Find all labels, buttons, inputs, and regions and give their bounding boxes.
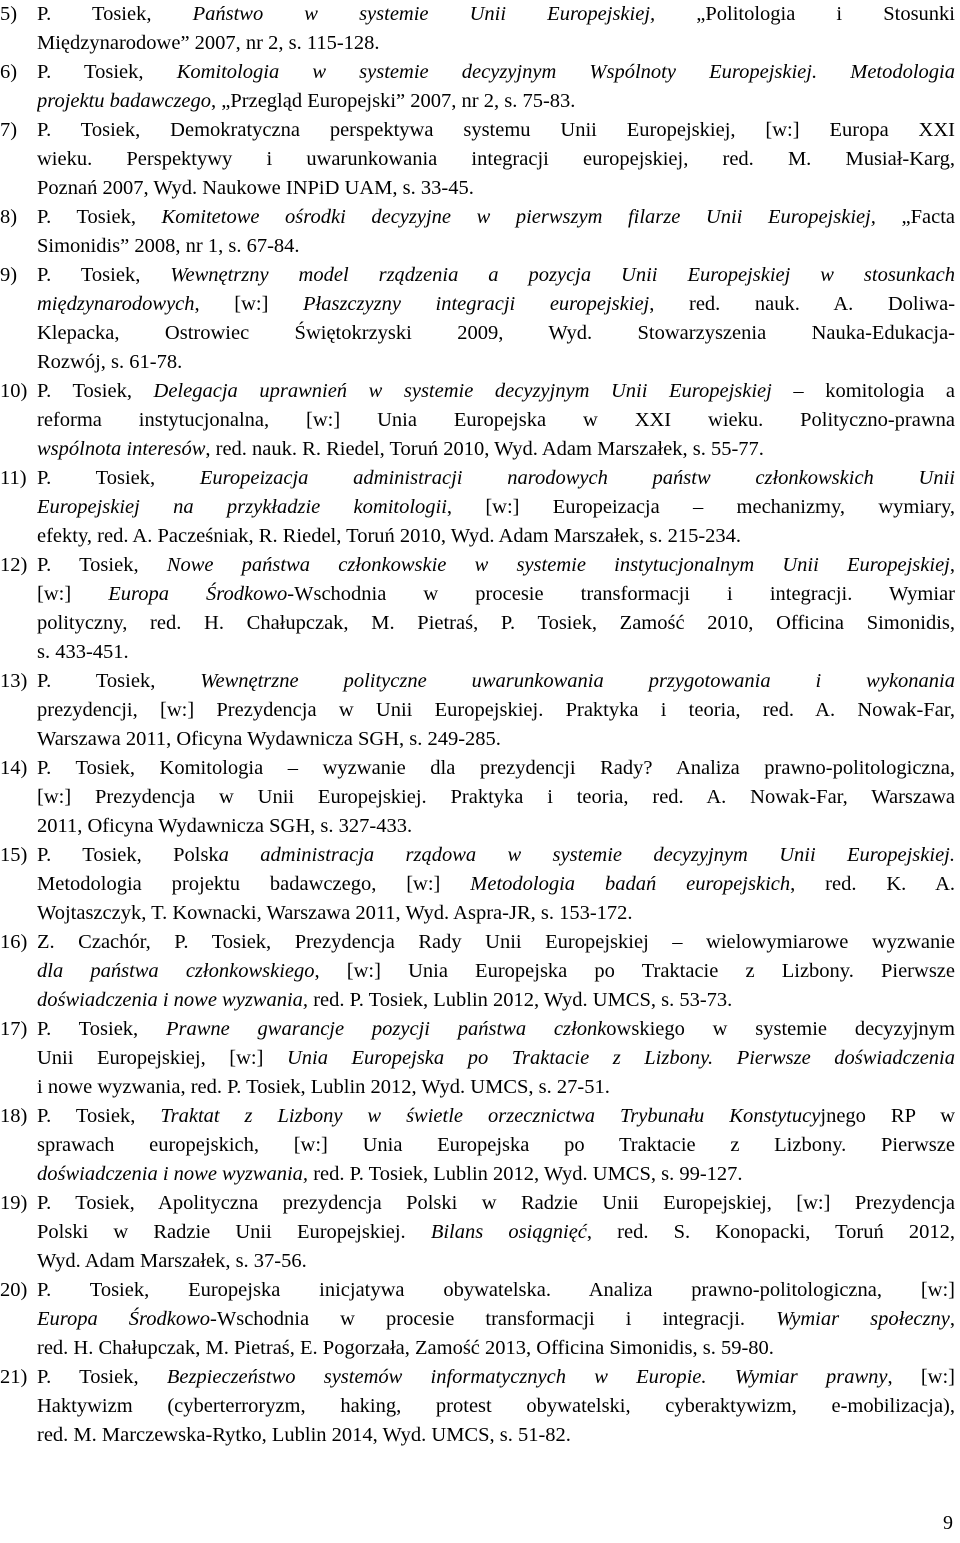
entry-text	[37, 116, 955, 203]
entry-line	[37, 435, 955, 464]
entry-number: 21)	[0, 1366, 28, 1388]
citation-text: , red. K. A.	[790, 873, 955, 895]
entry-line	[37, 928, 955, 957]
citation-text: Wyd. Adam Marszałek, s. 37-56.	[37, 1250, 307, 1272]
bibliography-entry	[0, 1189, 960, 1276]
entry-text	[37, 464, 955, 551]
citation-text: Wojtaszczyk, T. Kownacki, Warszawa 2011, Wyd. Aspra-JR, s. 153-172.	[37, 902, 633, 924]
citation-text: , red. S. Konopacki, Toruń 2012,	[586, 1221, 955, 1243]
citation-text: Haktywizm (cyberterroryzm, haking, protest obywatelski, cyberaktywizm, e-mobilizacja),	[37, 1395, 955, 1417]
entry-line	[37, 1044, 955, 1073]
bibliography-entry	[0, 464, 960, 551]
entry-line	[37, 1247, 955, 1276]
italic-title-text: projektu badawczego	[37, 90, 212, 112]
bibliography-entry	[0, 116, 960, 203]
citation-text: [w:] Prezydencja w Unii Europejskiej. Praktyka i teoria, red. A. Nowak-Far, Warszawa	[37, 786, 955, 808]
entry-line	[37, 464, 955, 493]
entry-number: 5)	[0, 3, 18, 25]
citation-text: P. Tosiek, Europejska inicjatywa obywatelska. Analiza prawno-politologiczna, [w:]	[37, 1279, 955, 1301]
bibliography-entry	[0, 928, 960, 1015]
bibliography-entry	[0, 667, 960, 754]
entry-text	[37, 203, 955, 261]
entry-line	[37, 638, 955, 667]
entry-text	[37, 841, 955, 928]
entry-text	[37, 1102, 955, 1189]
citation-text: Klepacka, Ostrowiec Świętokrzyski 2009, Wyd. Stowarzyszenia Nauka-Edukacja-	[37, 322, 955, 344]
citation-text: , [w:]	[194, 293, 303, 315]
entry-number: 6)	[0, 61, 18, 83]
entry-line	[37, 0, 955, 29]
citation-text: „Facta	[875, 206, 955, 228]
italic-title-text: doświadczenia i nowe wyzwania,	[37, 1163, 309, 1185]
entry-number: 18)	[0, 1105, 28, 1127]
entry-number: 17)	[0, 1018, 28, 1040]
entry-number: 14)	[0, 757, 28, 779]
entry-line	[37, 870, 955, 899]
entry-text	[37, 667, 955, 754]
citation-text: Z. Czachór, P. Tosiek, Prezydencja Rady Unii Europejskiej – wielowymiarowe wyzwanie	[37, 931, 955, 953]
citation-text: 2011, Oficyna Wydawnicza SGH, s. 327-433.	[37, 815, 413, 837]
citation-text: prezydencji, [w:] Prezydencja w Unii Europejskiej. Praktyka i teoria, red. A. Nowak-Far,	[37, 699, 955, 721]
citation-text: red. P. Tosiek, Lublin 2012, Wyd. UMCS, s. 53-73.	[308, 989, 733, 1011]
entry-line	[37, 986, 955, 1015]
italic-title-text: Komitologia w systemie decyzyjnym Wspólnoty Europejskiej. Metodologia	[176, 61, 955, 83]
entry-line	[37, 87, 955, 116]
citation-text: P. Tosiek, Komitologia – wyzwanie dla prezydencji Rady? Analiza prawno-politologiczna,	[37, 757, 955, 779]
citation-text: , red. nauk. A. Doliwa-	[649, 293, 955, 315]
entry-number: 10)	[0, 380, 28, 402]
citation-text: red. P. Tosiek, Lublin 2012, Wyd. UMCS, s. 99-127.	[308, 1163, 743, 1185]
entry-line	[37, 1305, 955, 1334]
citation-text: P. Tosiek,	[37, 61, 177, 83]
citation-text: Polski w Radzie Unii Europejskiej.	[37, 1221, 431, 1243]
entry-number: 7)	[0, 119, 18, 141]
citation-text: P. Tosiek,	[37, 670, 201, 692]
italic-title-text: Europa Środkowo	[37, 1308, 211, 1330]
citation-text: wieku. Perspektywy i uwarunkowania integracji europejskiej, red. M. Musiał-Karg,	[37, 148, 955, 170]
entry-line	[37, 783, 955, 812]
entry-number: 15)	[0, 844, 28, 866]
bibliography-entry	[0, 1102, 960, 1189]
bibliography-entry	[0, 1015, 960, 1102]
citation-text: , [w:] Unia Europejska po Traktacie z Lizbony. Pierwsze	[314, 960, 955, 982]
entry-line	[37, 609, 955, 638]
entry-number: 20)	[0, 1279, 28, 1301]
citation-text: ,	[949, 554, 955, 576]
italic-title-text: Płaszczyzny integracji europejskiej	[303, 293, 650, 315]
entry-line	[37, 261, 955, 290]
italic-title-text: międzynarodowych	[37, 293, 195, 315]
citation-text: P. Tosiek,	[37, 1366, 167, 1388]
entry-line	[37, 116, 955, 145]
bibliography-entry	[0, 58, 960, 116]
entry-line	[37, 1189, 955, 1218]
entry-text	[37, 58, 955, 116]
entry-text	[37, 1189, 955, 1276]
entry-text	[37, 1363, 955, 1450]
bibliography-entry	[0, 377, 960, 464]
entry-number: 13)	[0, 670, 28, 692]
italic-title-text: doświadczenia i nowe wyzwania,	[37, 989, 309, 1011]
entry-line	[37, 377, 955, 406]
entry-number: 11)	[0, 467, 27, 489]
italic-title-text: Europejskiej na przykładzie komitologii	[37, 496, 447, 518]
entry-text	[37, 1015, 955, 1102]
entry-text	[37, 551, 955, 667]
citation-text: P. Tosiek, Apolityczna prezydencja Polski w Radzie Unii Europejskiej, [w:] Prezydencja	[37, 1192, 955, 1214]
entry-line	[37, 1102, 955, 1131]
citation-text: „Politologia i Stosunki	[655, 3, 955, 25]
bibliography-entry	[0, 841, 960, 928]
entry-text	[37, 1276, 955, 1363]
italic-title-text: Delegacja uprawnień w systemie decyzyjnym Unii Europejskiej	[153, 380, 772, 402]
entry-line	[37, 1334, 955, 1363]
entry-line	[37, 406, 955, 435]
entry-line	[37, 957, 955, 986]
italic-title-text: Państwo w systemie Unii Europejskiej,	[192, 3, 656, 25]
italic-title-text: Bezpieczeństwo systemów informatycznych w Europie. Wymiar prawny	[166, 1366, 888, 1388]
italic-title-text: wspólnota interesów	[37, 438, 206, 460]
entry-line	[37, 841, 955, 870]
entry-line	[37, 1392, 955, 1421]
citation-text: Metodologia projektu badawczego, [w:]	[37, 873, 471, 895]
italic-title-text: a administracja rządowa w systemie decyzyjnym Unii Europejskiej.	[218, 844, 955, 866]
entry-line	[37, 319, 955, 348]
entry-line	[37, 754, 955, 783]
citation-text: -Wschodnia w procesie transformacji i integracji. Wymiar	[287, 583, 955, 605]
citation-text: -Wschodnia w procesie transformacji i integracji.	[210, 1308, 777, 1330]
entry-line	[37, 348, 955, 377]
entry-line	[37, 812, 955, 841]
entry-line	[37, 1131, 955, 1160]
italic-title-text: Metodologia badań europejskich	[470, 873, 791, 895]
citation-text: Unii Europejskiej, [w:]	[37, 1047, 287, 1069]
citation-text: , red. nauk. R. Riedel, Toruń 2010, Wyd. Adam Marszałek, s. 55-77.	[205, 438, 764, 460]
bibliography-entry	[0, 261, 960, 377]
citation-text: red. M. Marczewska-Rytko, Lublin 2014, Wyd. UMCS, s. 51-82.	[37, 1424, 571, 1446]
entry-number: 9)	[0, 264, 18, 286]
entry-line	[37, 1363, 955, 1392]
citation-text: owskiego w systemie decyzyjnym	[606, 1018, 955, 1040]
citation-text: , „Przegląd Europejski” 2007, nr 2, s. 75-83.	[211, 90, 576, 112]
entry-line	[37, 232, 955, 261]
entry-line	[37, 290, 955, 319]
citation-text: sprawach europejskich, [w:] Unia Europejska po Traktacie z Lizbony. Pierwsze	[37, 1134, 955, 1156]
entry-text	[37, 261, 955, 377]
entry-line	[37, 174, 955, 203]
citation-text: efekty, red. A. Pacześniak, R. Riedel, Toruń 2010, Wyd. Adam Marszałek, s. 215-234.	[37, 525, 742, 547]
citation-text: Rozwój, s. 61-78.	[37, 351, 183, 373]
entry-text	[37, 0, 955, 58]
citation-text: Międzynarodowe” 2007, nr 2, s. 115-128.	[37, 32, 380, 54]
citation-text: P. Tosiek,	[37, 467, 200, 489]
citation-text: i nowe wyzwania, red. P. Tosiek, Lublin 2012, Wyd. UMCS, s. 27-51.	[37, 1076, 610, 1098]
entry-line	[37, 493, 955, 522]
citation-text: P. Tosiek,	[37, 1018, 166, 1040]
italic-title-text: Prawne gwarancje pozycji państwa członk	[165, 1018, 607, 1040]
entry-line	[37, 1218, 955, 1247]
entry-line	[37, 1160, 955, 1189]
italic-title-text: Unia Europejska po Traktacie z Lizbony. Pierwsze doświadczenia	[286, 1047, 955, 1069]
entry-line	[37, 145, 955, 174]
citation-text: reforma instytucjonalna, [w:] Unia Europejska w XXI wieku. Polityczno-prawna	[37, 409, 955, 431]
entry-line	[37, 899, 955, 928]
entry-line	[37, 522, 955, 551]
citation-text: red. H. Chałupczak, M. Pietraś, E. Pogorzała, Zamość 2013, Officina Simonidis, s. 59-80.	[37, 1337, 774, 1359]
bibliography-entry	[0, 0, 960, 58]
citation-text: s. 433-451.	[37, 641, 129, 663]
entry-number: 16)	[0, 931, 28, 953]
citation-text: polityczny, red. H. Chałupczak, M. Pietraś, P. Tosiek, Zamość 2010, Officina Simonidis,	[37, 612, 955, 634]
entry-line	[37, 29, 955, 58]
citation-text: P. Tosiek, Demokratyczna perspektywa systemu Unii Europejskiej, [w:] Europa XXI	[37, 119, 955, 141]
entry-line	[37, 1015, 955, 1044]
citation-text: – komitologia a	[771, 380, 955, 402]
page-number: 9	[943, 1512, 953, 1534]
citation-text: P. Tosiek,	[37, 380, 154, 402]
entry-text	[37, 928, 955, 1015]
bibliography-entry	[0, 203, 960, 261]
italic-title-text: dla państwa członkowskiego	[37, 960, 315, 982]
entry-line	[37, 696, 955, 725]
entry-text	[37, 377, 955, 464]
entry-line	[37, 1276, 955, 1305]
citation-text: Simonidis” 2008, nr 1, s. 67-84.	[37, 235, 300, 257]
italic-title-text: Bilans osiągnięć	[430, 1221, 587, 1243]
citation-text: P. Tosiek,	[37, 3, 193, 25]
citation-text: [w:]	[37, 583, 109, 605]
italic-title-text: Europeizacja administracji narodowych państw członkowskich Unii	[199, 467, 955, 489]
bibliography-entry	[0, 1363, 960, 1450]
bibliography-entry	[0, 754, 960, 841]
entry-number: 12)	[0, 554, 28, 576]
entry-line	[37, 1073, 955, 1102]
entry-line	[37, 551, 955, 580]
italic-title-text: Komitetowe ośrodki decyzyjne w pierwszym filarze Unii Europejskiej,	[161, 206, 876, 228]
bibliography-entry	[0, 1276, 960, 1363]
italic-title-text: Nowe państwa członkowskie w systemie instytucjonalnym Unii Europejskiej	[166, 554, 950, 576]
entry-text	[37, 754, 955, 841]
citation-text: P. Tosiek, Polsk	[37, 844, 219, 866]
italic-title-text: Wewnętrzne polityczne uwarunkowania przygotowania i wykonania	[200, 670, 955, 692]
bibliography-entry	[0, 551, 960, 667]
entry-line	[37, 725, 955, 754]
entry-line	[37, 667, 955, 696]
italic-title-text: Wewnętrzny model rządzenia a pozycja Unii Europejskiej w stosunkach	[170, 264, 955, 286]
italic-title-text: Traktat z Lizbony w świetle orzecznictwa Trybunału Konstytucy	[160, 1105, 821, 1127]
italic-title-text: Wymiar społeczny	[776, 1308, 950, 1330]
citation-text: P. Tosiek,	[37, 206, 162, 228]
citation-text: ,	[949, 1308, 955, 1330]
entry-line	[37, 1421, 955, 1450]
entry-number: 19)	[0, 1192, 28, 1214]
italic-title-text: Europa Środkowo	[108, 583, 288, 605]
entry-line	[37, 203, 955, 232]
citation-text: Poznań 2007, Wyd. Naukowe INPiD UAM, s. 33-45.	[37, 177, 474, 199]
citation-text: , [w:] Europeizacja – mechanizmy, wymiary,	[446, 496, 955, 518]
citation-text: P. Tosiek,	[37, 1105, 161, 1127]
citation-text: P. Tosiek,	[37, 554, 167, 576]
citation-text: Warszawa 2011, Oficyna Wydawnicza SGH, s. 249-285.	[37, 728, 501, 750]
citation-text: jnego RP w	[820, 1105, 955, 1127]
entry-number: 8)	[0, 206, 18, 228]
citation-text: P. Tosiek,	[37, 264, 171, 286]
entry-line	[37, 58, 955, 87]
citation-text: , [w:]	[887, 1366, 955, 1388]
entry-line	[37, 580, 955, 609]
